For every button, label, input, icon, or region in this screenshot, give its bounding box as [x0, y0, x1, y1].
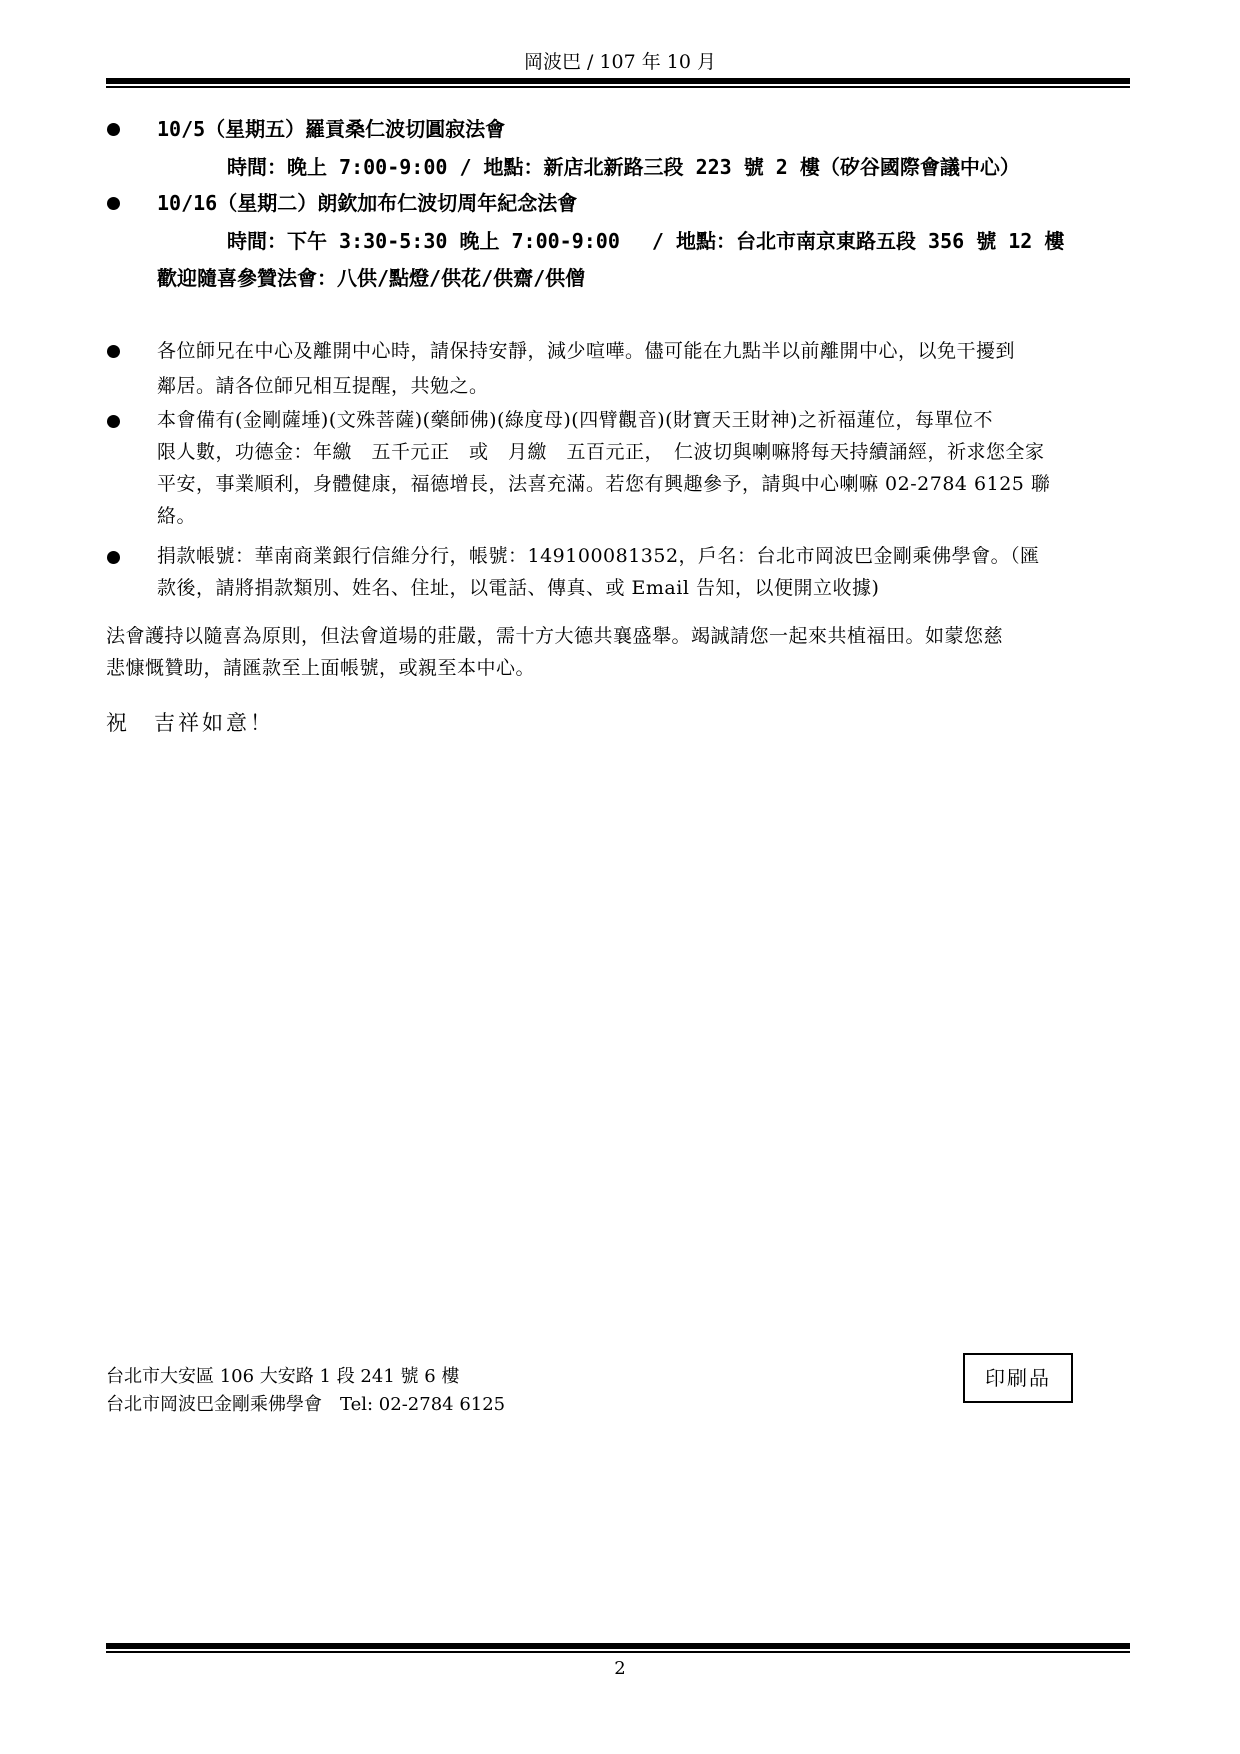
page-header-title: 岡波巴 / 107 年 10 月 [523, 51, 717, 73]
notice-line: 絡。 [157, 505, 197, 527]
notice-line: 平安，事業順利，身體健康，福德增長，法喜充滿。若您有興趣參予，請與中心喇嘛 02-2784 6125 聯 [157, 473, 1051, 495]
blessing-line: 祝 吉祥如意！ [106, 711, 274, 735]
closing-paragraph [106, 620, 1003, 684]
notice-line: 限人數，功德金：年繳 五千元正 或 月繳 五百元正， 仁波切與喇嘛將每天持續誦經，祈求您全家 [157, 441, 1045, 463]
footer-address: 台北市大安區 106 大安路 1 段 241 號 6 樓 [106, 1366, 460, 1387]
notice-line: 鄰居。請各位師兄相互提醒，共勉之。 [157, 375, 489, 397]
welcome-line: 歡迎隨喜參贊法會：八供/點燈/供花/供齋/供僧 [157, 266, 586, 290]
bullet-icon [107, 197, 120, 210]
event-details: 時間：晚上 7:00-9:00 / 地點：新店北新路三段 223 號 2 樓（矽谷國際會議中心） [227, 155, 1020, 179]
event-title: 10/16（星期二）朗欽加布仁波切周年紀念法會 [157, 191, 578, 215]
footer-rule-thin [106, 1651, 1130, 1653]
page-number: 2 [614, 1658, 626, 1679]
notice-line: 本會備有(金剛薩埵)(文殊菩薩)(藥師佛)(綠度母)(四臂觀音)(財寶天王財神)之祈福蓮位，每單位不 [157, 409, 993, 431]
footer-org: 台北市岡波巴金剛乘佛學會 Tel: 02-2784 6125 [106, 1394, 506, 1415]
header-rule-thick [106, 78, 1130, 84]
closing-line: 悲慷慨贊助，請匯款至上面帳號，或親至本中心。 [106, 657, 536, 679]
bullet-icon [107, 123, 120, 136]
bullet-icon [107, 345, 120, 358]
closing-line: 法會護持以隨喜為原則，但法會道場的莊嚴，需十方大德共襄盛舉。竭誠請您一起來共植福田。如蒙您慈 [106, 625, 1004, 647]
notice-paragraph [157, 404, 1050, 532]
notice-line: 捐款帳號：華南商業銀行信維分行，帳號：149100081352，戶名：台北市岡波巴金剛乘佛學會。（匯 [157, 545, 1040, 567]
notice-line: 款後，請將捐款類別、姓名、住址，以電話、傳真、或 Email 告知，以便開立收據) [157, 577, 880, 599]
event-details: 時間：下午 3:30-5:30 晚上 7:00-9:00 / 地點：台北市南京東路五段 356 號 12 樓 [227, 229, 1065, 253]
header-rule-thin [106, 86, 1130, 88]
notice-line: 各位師兄在中心及離開中心時，請保持安靜，減少喧嘩。儘可能在九點半以前離開中心，以免干擾到 [157, 340, 1016, 362]
bullet-icon [107, 551, 120, 564]
bullet-icon [107, 415, 120, 428]
event-title: 10/5（星期五）羅貢桑仁波切圓寂法會 [157, 117, 506, 141]
notice-paragraph [157, 334, 1015, 404]
footer-rule-thick [106, 1643, 1130, 1649]
notice-paragraph [157, 540, 1040, 604]
printed-matter-stamp: 印刷品 [963, 1353, 1073, 1403]
